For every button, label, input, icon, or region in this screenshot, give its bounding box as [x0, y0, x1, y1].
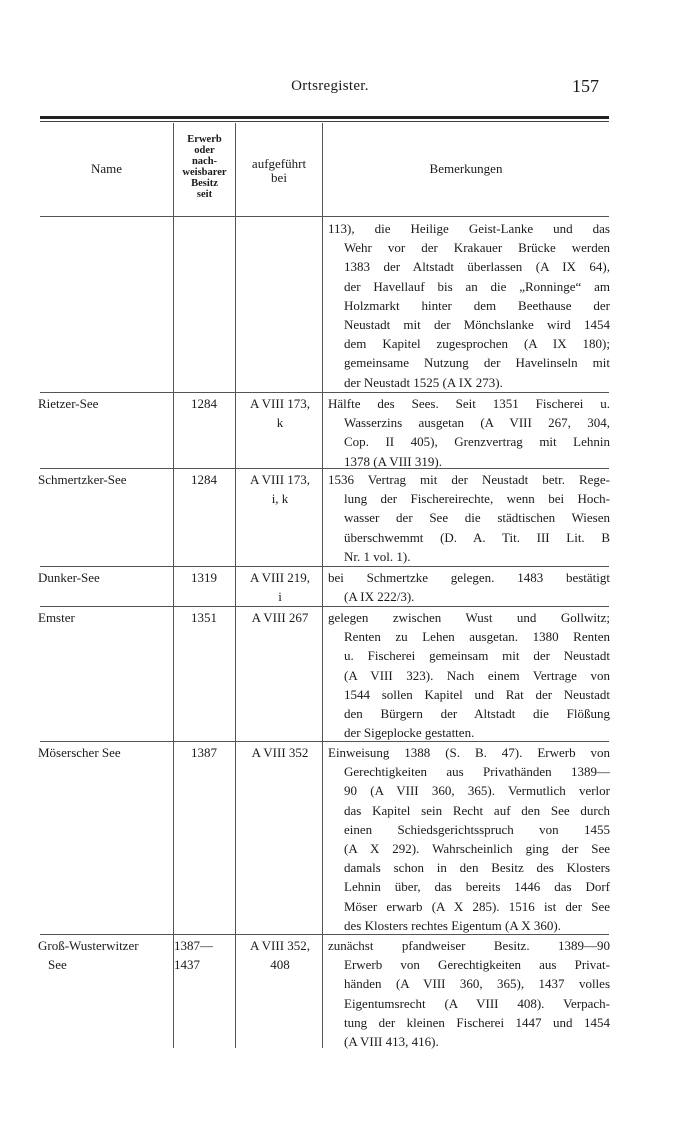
- remarks-line: händen (A VIII 360, 365), 1437 volles: [344, 976, 610, 992]
- remarks-line: dem Kapitel zugesprochen (A IX 180);: [344, 336, 610, 352]
- column-header-erwerb-line: Besitz: [191, 178, 218, 189]
- remarks-line: 1544 sollen Kapitel und Rat der Neustadt: [344, 686, 610, 702]
- remarks-line: Renten zu Lehen ausgetan. 1380 Renten: [344, 629, 610, 645]
- column-header-erwerb-line: Erwerb: [187, 134, 222, 145]
- reference-cell: [238, 743, 322, 762]
- remarks-line: 1383 der Altstadt überlassen (A IX 64),: [344, 259, 610, 275]
- reference-line: A VIII 219,: [249, 570, 311, 585]
- remarks-line: Neustadt mit der Mönchslanke wird 1454: [344, 316, 610, 332]
- remarks-cell: [328, 608, 610, 742]
- remarks-line: bei Schmertzke gelegen. 1483 bestätigt: [328, 570, 610, 585]
- remarks-line: der Neustadt 1525 (A IX 273).: [344, 374, 503, 390]
- row-separator: [40, 392, 609, 393]
- column-header-bemerkungen: Bemerkungen: [429, 161, 503, 176]
- remarks-line: tung der kleinen Fischerei 1447 und 1454: [344, 1014, 610, 1030]
- remarks-line: 113), die Heilige Geist-Lanke und das: [328, 221, 610, 236]
- reference-line: k: [276, 415, 284, 431]
- remarks-line: Cop. II 405), Grenzvertrag mit Lehnin: [344, 434, 610, 450]
- remarks-line: Wehr vor der Krakauer Brücke werden: [344, 240, 610, 256]
- remarks-line: gemeinsame Nutzung der Havelinseln mit: [344, 355, 610, 371]
- name-cell: Dunker-See: [38, 570, 100, 585]
- remarks-line: wasser der See die städtischen Wiesen: [344, 510, 610, 526]
- remarks-line: Möser erwarb (A X 285). 1516 ist der See: [344, 898, 610, 914]
- year-line: 1437: [174, 957, 200, 973]
- remarks-line: überschwemmt (D. A. Tit. III Lit. B: [344, 529, 610, 545]
- reference-cell: [238, 394, 322, 432]
- remarks-line: der Sigeplocke gestatten.: [344, 725, 475, 741]
- name-cell: Möserscher See: [38, 745, 121, 760]
- page-number: 157: [572, 76, 599, 96]
- column-header-erwerb-line: nach-: [191, 156, 218, 167]
- remarks-cell: [328, 568, 610, 606]
- running-title: Ortsregister.: [291, 78, 369, 94]
- reference-line: A VIII 173,: [249, 396, 311, 411]
- remarks-line: 1378 (A VIII 319).: [344, 453, 442, 469]
- remarks-line: Lehnin über, das bereits 1446 das Dorf: [344, 879, 610, 895]
- remarks-line: (A X 292). Wahrscheinlich ging der See: [344, 840, 610, 856]
- name-cell: [38, 936, 173, 974]
- column-header-name: Name: [90, 161, 123, 176]
- header-rule-thick: [40, 116, 609, 119]
- header-bottom-rule: [40, 216, 609, 217]
- remarks-cell: [328, 743, 610, 935]
- remarks-line: 90 (A VIII 360, 365). Vermutlich verlor: [344, 783, 610, 799]
- remarks-line: 1536 Vertrag mit der Neustadt betr. Rege-: [328, 472, 610, 487]
- reference-line: 408: [270, 957, 290, 973]
- reference-cell: [238, 936, 322, 974]
- name-cell: Schmertzker-See: [38, 472, 127, 487]
- remarks-line: Gerechtigkeiten aus Privathänden 1389—: [344, 764, 610, 780]
- remarks-line: Erwerb von Gerechtigkeiten aus Privat-: [344, 957, 610, 973]
- remarks-line: gelegen zwischen Wust und Gollwitz;: [328, 610, 610, 625]
- name-line: Groß-Wusterwitzer: [38, 938, 139, 953]
- column-header-aufgefuehrt-line: aufgeführt: [251, 156, 307, 171]
- remarks-line: (A IX 222/3).: [344, 589, 415, 605]
- reference-cell: [238, 470, 322, 508]
- remarks-line: einen Schiedsgerichtsspruch von 1455: [344, 821, 610, 837]
- remarks-line: der Havellauf bis an die „Ronninge“ am: [344, 278, 610, 294]
- year-cell: [174, 936, 234, 974]
- reference-line: i, k: [271, 491, 289, 507]
- year-cell: 1351: [191, 610, 217, 625]
- column-header-erwerb-line: seit: [196, 189, 213, 200]
- year-line: 1387—: [174, 938, 213, 953]
- column-header-erwerb-line: weisbarer: [182, 167, 227, 178]
- name-cell: Rietzer-See: [38, 396, 99, 411]
- remarks-cell: [328, 936, 610, 1051]
- remarks-line: Einweisung 1388 (S. B. 47). Erwerb von: [328, 745, 610, 760]
- reference-cell: [238, 608, 322, 627]
- remarks-line: u. Fischerei gemeinsam mit der Neustadt: [344, 648, 610, 664]
- remarks-line: zunächst pfandweiser Besitz. 1389—90: [328, 938, 610, 953]
- year-cell: 1319: [191, 570, 217, 585]
- remarks-line: (A VIII 413, 416).: [344, 1033, 439, 1049]
- column-divider-3: [322, 123, 323, 1048]
- remarks-cell: [328, 394, 610, 471]
- year-cell: 1284: [191, 396, 217, 411]
- remarks-line: das Kapitel sein Recht auf den See durch: [344, 802, 610, 818]
- remarks-line: lung der Fischereirechte, wenn bei Hoch-: [344, 491, 610, 507]
- remarks-cell: [328, 219, 610, 392]
- row-separator: [40, 566, 609, 567]
- year-cell: 1387: [191, 745, 217, 760]
- reference-line: A VIII 352: [251, 745, 309, 760]
- remarks-line: Eigentumsrecht (A VIII 408). Verpach-: [344, 995, 610, 1011]
- header-rule-thin: [40, 121, 609, 122]
- column-divider-2: [235, 123, 236, 1048]
- remarks-cell: [328, 470, 610, 566]
- column-header-erwerb-line: oder: [194, 145, 215, 156]
- reference-line: A VIII 173,: [249, 472, 311, 487]
- remarks-line: damals schon in den Besitz des Klosters: [344, 860, 610, 876]
- remarks-line: des Klosters rechtes Eigentum (A X 360).: [344, 917, 561, 933]
- remarks-line: den Bürgern der Altstadt die Flößung: [344, 705, 610, 721]
- name-line: See: [48, 957, 67, 973]
- remarks-line: (A VIII 323). Nach einem Vertrage von: [344, 667, 610, 683]
- name-cell: Emster: [38, 610, 75, 625]
- remarks-line: Holzmarkt hinter dem Beethause der: [344, 297, 610, 313]
- column-header-aufgefuehrt-line: bei: [271, 170, 287, 185]
- reference-line: A VIII 352,: [249, 938, 311, 953]
- reference-line: i: [278, 589, 282, 605]
- remarks-line: Nr. 1 vol. 1).: [344, 548, 411, 564]
- reference-line: A VIII 267: [251, 610, 309, 625]
- remarks-line: Hälfte des Sees. Seit 1351 Fischerei u.: [328, 396, 610, 411]
- reference-cell: [238, 568, 322, 606]
- year-cell: 1284: [191, 472, 217, 487]
- remarks-line: Wasserzins ausgetan (A VIII 267, 304,: [344, 415, 610, 431]
